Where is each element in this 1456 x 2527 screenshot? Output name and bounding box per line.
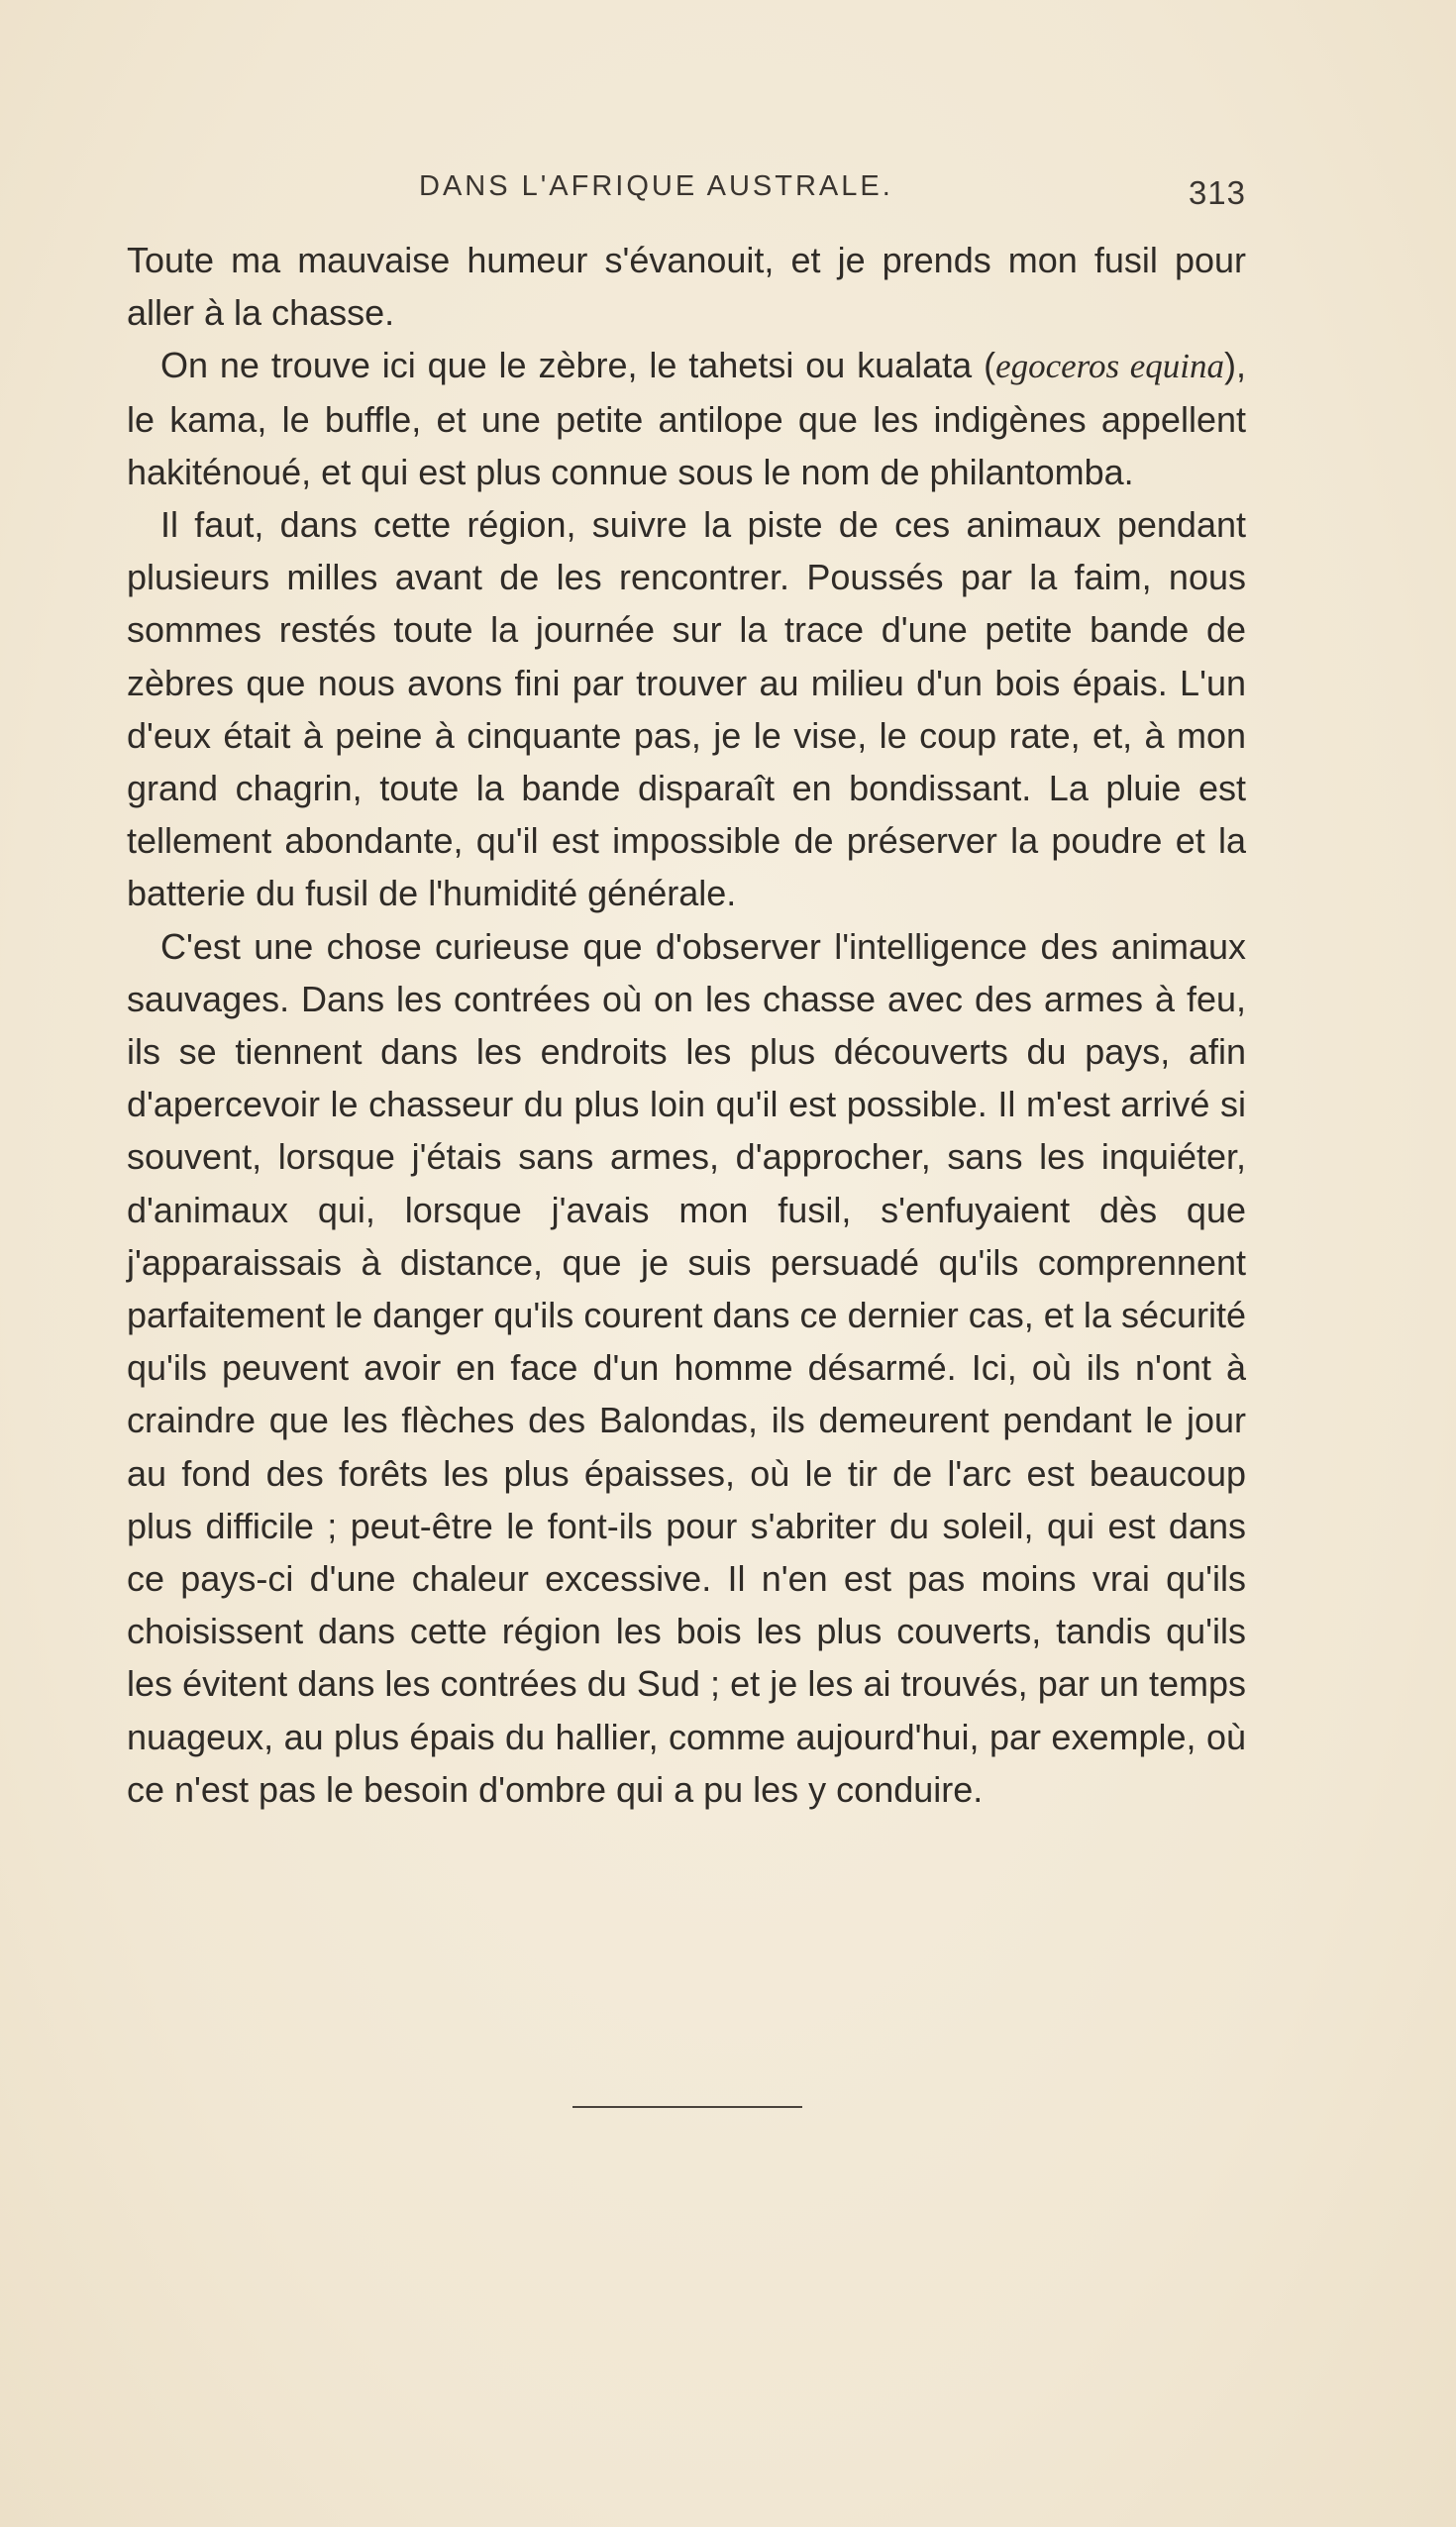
page-number: 313 <box>1188 174 1246 211</box>
page-header <box>127 170 1246 218</box>
paragraph-1: Toute ma mauvaise humeur s'évanouit, et je prends mon fusil pour aller à la chasse. <box>127 240 1246 334</box>
scientific-name: egoceros equina <box>995 347 1224 386</box>
paragraph-2-text-end: ), le kama, le buffle, et une petite antilope que les indigènes appellent hakiténoué, et qui est plus connue sous le nom de philantomba. <box>127 345 1246 492</box>
end-rule <box>572 2106 802 2108</box>
paragraph-3: Il faut, dans cette région, suivre la piste de ces animaux pendant plusieurs milles avant de les rencontrer. Poussés par la faim, nous sommes restés toute la journée sur la trace d'une petite bande de zèbres que nous avons fini par trouver au milieu d'un bois épais. L'un d'eux était à peine à cinquante pas, je le vise, le coup rate, et, à mon grand chagrin, toute la bande disparaît en bondissant. La pluie est tellement abondante, qu'il est impossible de préserver la poudre et la batterie du fusil de l'humidité générale. <box>127 504 1246 914</box>
running-head: DANS L'AFRIQUE AUSTRALE. <box>419 170 893 202</box>
paragraph-2-text-start: On ne trouve ici que le zèbre, le tahetsi ou kualata ( <box>160 345 996 386</box>
paragraph-4: C'est une chose curieuse que d'observer l'intelligence des animaux sauvages. Dans les contrées où on les chasse avec des armes à feu, ils se tiennent dans les endroits les plus découverts du pays, afin d'apercevoir le chasseur du plus loin qu'il est possible. Il m'est arrivé si souvent, lorsque j'étais sans armes, d'approcher, sans les inquiéter, d'animaux qui, lorsque j'avais mon fusil, s'enfuyaient dès que j'apparaissais à distance, que je suis persuadé qu'ils comprennent parfaitement le danger qu'ils courent dans ce dernier cas, et la sécurité qu'ils peuvent avoir en face d'un homme désarmé. Ici, où ils n'ont à craindre que les flèches des Balondas, ils demeurent pendant le jour au fond des forêts les plus épaisses, où le tir de l'arc est beaucoup plus difficile ; peut-être le font-ils pour s'abriter du soleil, qui est dans ce pays-ci d'une chaleur excessive. Il n'en est pas moins vrai qu'ils choisissent dans cette région les bois les plus couverts, tandis qu'ils les évitent dans les contrées du Sud ; et je les ai trouvés, par un temps nuageux, au plus épais du hallier, comme aujourd'hui, par exemple, où ce n'est pas le besoin d'ombre qui a pu les y conduire. <box>127 925 1246 1810</box>
body-text <box>127 234 1246 1816</box>
paragraph-2 <box>127 339 1246 498</box>
